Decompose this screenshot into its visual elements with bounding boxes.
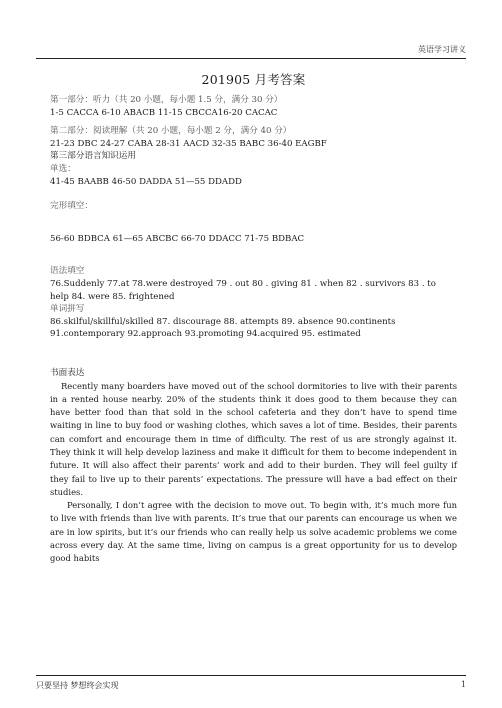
- reading-answers: 21-23 DBC 24-27 CABA 28-31 AACD 32-35 BABC 36-40 EAGBF: [50, 138, 327, 149]
- document-body: [50, 66, 457, 566]
- reading-heading: 第二部分：阅读理解（共 20 小题，每小题 2 分，满分 40 分）: [50, 126, 292, 137]
- cloze-answers: 56-60 BDBCA 61—65 ABCBC 66-70 DDACC 71-75 BDBAC: [50, 233, 305, 244]
- footer-divider: [36, 675, 466, 676]
- essay-paragraph-2: Personally, I don’t agree with the decision to move out. To begin with, it’s much more fun to live with friends than live with parents. It’s true that our parents can encourage us when we are in low spirits, but it’s our friends who can really help us solve academic problems we come across every day. At the same time, living on campus is a great opportunity for us to develop good habits: [50, 500, 457, 564]
- footer-motto: 只要坚持 梦想终会实现: [36, 681, 119, 690]
- spelling-answers-line-2: 91.contemporary 92.approach 93.promoting 94.acquired 95. estimated: [50, 329, 361, 340]
- grammar-label: 语法填空: [50, 266, 85, 277]
- single-choice-answers: 41-45 BAABB 46-50 DADDA 51—55 DDADD: [50, 176, 242, 187]
- listening-heading: 第一部分：听力（共 20 小题，每小题 1.5 分，满分 30 分）: [50, 95, 283, 105]
- grammar-answers-line-1: 76.Suddenly 77.at 78.were destroyed 79 . out 80 . giving 81 . when 82 . survivors 83 . to: [50, 278, 436, 289]
- header-right-text: 英语学习讲义: [418, 45, 466, 54]
- spelling-answers-line-1: 86.skilful/skillful/skilled 87. discourage 88. attempts 89. absence 90.continents: [50, 316, 396, 327]
- header-divider: [36, 58, 466, 59]
- page-number: 1: [460, 680, 466, 689]
- language-heading: 第三部分语言知识运用: [50, 151, 136, 162]
- grammar-answers-line-2: help 84. were 85. frightened: [50, 291, 175, 302]
- single-choice-label: 单选：: [50, 163, 76, 174]
- spelling-label: 单词拼写: [50, 304, 85, 315]
- writing-label: 书面表达: [50, 367, 85, 378]
- cloze-label: 完形填空：: [50, 201, 93, 212]
- listening-answers: 1-5 CACCA 6-10 ABACB 11-15 CBCCA16-20 CACAC: [50, 107, 278, 118]
- essay-paragraph-1: Recently many boarders have moved out of the school dormitories to live with their parents in a rented house nearby. 20% of the students think it does good to them because they can have better food than that sold in the school cafeteria and they don’t have to spend time waiting in line to buy food or washing clothes, which saves a lot of time. Besides, their parents can comfort and encourage them in time of difficulty. The rest of us are strongly against it. They think it will help develop laziness and make it difficult for them to become independent in future. It will also affect their parents’ work and add to their burden. They will feel guilty if they fail to live up to their parents’ expectations. The pressure will have a bad effect on their studies.: [50, 380, 457, 497]
- page-title: 201905 月考答案: [201, 72, 306, 87]
